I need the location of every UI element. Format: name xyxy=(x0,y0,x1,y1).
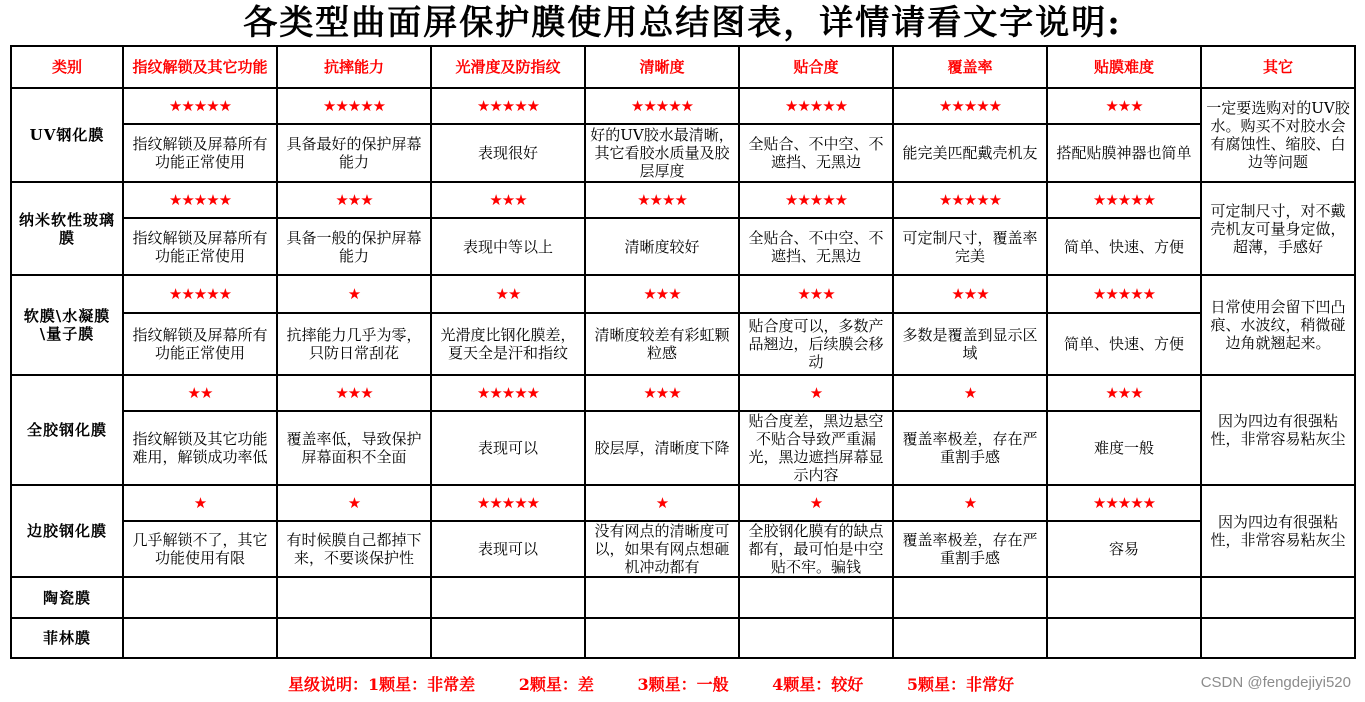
empty-cell xyxy=(277,577,431,618)
star-rating xyxy=(1047,375,1201,411)
description-cell: 好的UV胶水最清晰，其它看胶水质量及胶层厚度 xyxy=(585,124,739,182)
star-icon: ★ xyxy=(347,494,361,512)
header-coverage: 覆盖率 xyxy=(893,46,1047,88)
description-cell: 贴合度可以，多数产品翘边，后续膜会移动 xyxy=(739,313,893,375)
star-icon: ★ xyxy=(1142,191,1156,209)
star-icon: ★ xyxy=(218,285,232,303)
header-clarity: 清晰度 xyxy=(585,46,739,88)
star-icon: ★ xyxy=(495,285,508,303)
description-cell: 可定制尺寸，覆盖率完美 xyxy=(893,218,1047,275)
star-icon: ★ xyxy=(360,384,373,402)
star-icon: ★ xyxy=(963,384,977,402)
star-icon: ★ xyxy=(476,384,490,402)
star-rating xyxy=(123,485,277,521)
star-icon: ★ xyxy=(963,285,977,303)
star-rating xyxy=(277,182,431,218)
description-cell: 清晰度较差有彩虹颗粒感 xyxy=(585,313,739,375)
star-rating xyxy=(431,375,585,411)
star-rating xyxy=(277,375,431,411)
star-icon: ★ xyxy=(668,384,681,402)
star-icon: ★ xyxy=(501,494,515,512)
star-icon: ★ xyxy=(347,285,361,303)
star-icon: ★ xyxy=(1092,285,1106,303)
other-notes: 因为四边有很强粘性，非常容易粘灰尘 xyxy=(1201,375,1355,485)
star-icon: ★ xyxy=(168,285,182,303)
star-icon: ★ xyxy=(489,494,502,512)
empty-cell xyxy=(123,618,277,658)
star-icon: ★ xyxy=(514,191,527,209)
star-icon: ★ xyxy=(637,191,650,209)
category-cell: 软膜\水凝膜\量子膜 xyxy=(11,275,123,375)
star-icon: ★ xyxy=(1105,285,1118,303)
empty-cell xyxy=(431,618,585,658)
description-cell: 表现可以 xyxy=(431,411,585,485)
description-cell: 全贴合、不中空、不遮挡、无黑边 xyxy=(739,218,893,275)
category-cell: 边胶钢化膜 xyxy=(11,485,123,577)
other-notes: 可定制尺寸，对不戴壳机友可量身定做，超薄，手感好 xyxy=(1201,182,1355,275)
star-rating xyxy=(739,182,893,218)
legend-item: 4颗星：较好 xyxy=(772,675,864,694)
header-fingerprint: 指纹解锁及其它功能 xyxy=(123,46,277,88)
star-icon: ★ xyxy=(489,97,502,115)
star-icon: ★ xyxy=(976,285,989,303)
star-icon: ★ xyxy=(674,191,687,209)
other-notes: 一定要选购对的UV胶水。购买不对胶水会有腐蚀性、缩胶、白边等问题 xyxy=(1201,88,1355,182)
star-icon: ★ xyxy=(501,191,515,209)
legend-item: 2颗星：差 xyxy=(518,675,594,694)
star-icon: ★ xyxy=(963,494,977,512)
header-install-difficulty: 贴膜难度 xyxy=(1047,46,1201,88)
star-icon: ★ xyxy=(335,97,348,115)
star-icon: ★ xyxy=(809,191,823,209)
star-icon: ★ xyxy=(1105,97,1118,115)
empty-cell xyxy=(123,577,277,618)
star-icon: ★ xyxy=(335,191,348,209)
star-icon: ★ xyxy=(200,384,213,402)
star-rating xyxy=(585,485,739,521)
comparison-table xyxy=(10,45,1356,659)
star-icon: ★ xyxy=(662,191,675,209)
header-drop-resistance: 抗摔能力 xyxy=(277,46,431,88)
description-cell: 表现可以 xyxy=(431,521,585,577)
description-cell: 多数是覆盖到显示区域 xyxy=(893,313,1047,375)
star-icon: ★ xyxy=(809,384,823,402)
star-rating xyxy=(1047,182,1201,218)
star-rating xyxy=(123,375,277,411)
description-cell: 表现很好 xyxy=(431,124,585,182)
star-icon: ★ xyxy=(809,494,823,512)
star-rating xyxy=(585,88,739,124)
category-cell: 陶瓷膜 xyxy=(11,577,123,618)
star-icon: ★ xyxy=(181,191,194,209)
star-icon: ★ xyxy=(218,191,232,209)
star-rating xyxy=(893,88,1047,124)
header-category: 类别 xyxy=(11,46,123,88)
star-icon: ★ xyxy=(501,384,515,402)
empty-cell xyxy=(739,618,893,658)
star-icon: ★ xyxy=(1092,191,1106,209)
star-rating xyxy=(585,182,739,218)
legend-item: 3颗星：一般 xyxy=(637,675,729,694)
star-icon: ★ xyxy=(988,97,1002,115)
star-icon: ★ xyxy=(988,191,1002,209)
star-icon: ★ xyxy=(1105,384,1118,402)
star-rating xyxy=(431,88,585,124)
star-rating xyxy=(431,182,585,218)
star-icon: ★ xyxy=(963,97,977,115)
star-icon: ★ xyxy=(514,97,527,115)
star-icon: ★ xyxy=(797,191,810,209)
star-icon: ★ xyxy=(168,191,182,209)
star-icon: ★ xyxy=(1130,285,1143,303)
empty-cell xyxy=(277,618,431,658)
description-cell: 难度一般 xyxy=(1047,411,1201,485)
empty-cell xyxy=(739,577,893,618)
star-rating xyxy=(893,182,1047,218)
star-icon: ★ xyxy=(181,285,194,303)
star-icon: ★ xyxy=(360,191,373,209)
description-cell: 没有网点的清晰度可以，如果有网点想砸机冲动都有 xyxy=(585,521,739,577)
star-icon: ★ xyxy=(1130,494,1143,512)
star-icon: ★ xyxy=(501,97,515,115)
empty-cell xyxy=(893,618,1047,658)
star-icon: ★ xyxy=(951,285,964,303)
star-icon: ★ xyxy=(655,494,669,512)
description-cell: 覆盖率极差，存在严重割手感 xyxy=(893,411,1047,485)
star-icon: ★ xyxy=(1105,191,1118,209)
star-icon: ★ xyxy=(526,384,540,402)
star-icon: ★ xyxy=(1130,97,1143,115)
star-icon: ★ xyxy=(168,97,182,115)
description-cell: 简单、快速、方便 xyxy=(1047,218,1201,275)
header-smoothness: 光滑度及防指纹 xyxy=(431,46,585,88)
star-icon: ★ xyxy=(784,97,798,115)
description-cell: 指纹解锁及屏幕所有功能正常使用 xyxy=(123,313,277,375)
category-cell: 纳米软性玻璃膜 xyxy=(11,182,123,275)
star-icon: ★ xyxy=(655,97,669,115)
empty-cell xyxy=(585,577,739,618)
star-icon: ★ xyxy=(476,494,490,512)
star-icon: ★ xyxy=(476,97,490,115)
description-cell: 简单、快速、方便 xyxy=(1047,313,1201,375)
star-icon: ★ xyxy=(822,191,835,209)
star-rating xyxy=(739,88,893,124)
description-cell: 贴合度差，黑边悬空不贴合导致严重漏光，黑边遮挡屏幕显示内容 xyxy=(739,411,893,485)
star-icon: ★ xyxy=(206,97,219,115)
page-title: 各类型曲面屏保护膜使用总结图表，详情请看文字说明: xyxy=(243,3,1122,43)
star-rating xyxy=(1047,485,1201,521)
star-icon: ★ xyxy=(951,191,964,209)
star-icon: ★ xyxy=(335,384,348,402)
star-icon: ★ xyxy=(489,384,502,402)
star-icon: ★ xyxy=(1105,494,1118,512)
description-cell: 全贴合、不中空、不遮挡、无黑边 xyxy=(739,124,893,182)
star-icon: ★ xyxy=(976,97,989,115)
star-rating xyxy=(1047,88,1201,124)
star-rating xyxy=(893,375,1047,411)
description-cell: 具备一般的保护屏幕能力 xyxy=(277,218,431,275)
description-cell: 全胶钢化膜有的缺点都有，最可怕是中空贴不牢。骗钱 xyxy=(739,521,893,577)
star-icon: ★ xyxy=(508,285,521,303)
description-cell: 有时候膜自己都掉下来，不要谈保护性 xyxy=(277,521,431,577)
star-icon: ★ xyxy=(526,97,540,115)
star-icon: ★ xyxy=(784,191,798,209)
star-icon: ★ xyxy=(643,97,656,115)
description-cell: 指纹解锁及其它功能难用，解锁成功率低 xyxy=(123,411,277,485)
star-icon: ★ xyxy=(963,191,977,209)
empty-cell xyxy=(585,618,739,658)
star-icon: ★ xyxy=(938,191,952,209)
description-cell: 容易 xyxy=(1047,521,1201,577)
star-icon: ★ xyxy=(218,97,232,115)
star-rating xyxy=(123,88,277,124)
category-cell: UV钢化膜 xyxy=(11,88,123,182)
watermark: CSDN @fengdejiyi520 xyxy=(1200,674,1351,691)
star-icon: ★ xyxy=(976,191,989,209)
star-rating xyxy=(739,275,893,313)
star-icon: ★ xyxy=(193,97,207,115)
star-icon: ★ xyxy=(193,494,207,512)
rating-legend xyxy=(288,672,1052,695)
star-icon: ★ xyxy=(1142,494,1156,512)
star-icon: ★ xyxy=(322,97,336,115)
star-icon: ★ xyxy=(938,97,952,115)
star-icon: ★ xyxy=(1117,285,1131,303)
legend-item: 5颗星：非常好 xyxy=(906,675,1015,694)
description-cell: 覆盖率极差，存在严重割手感 xyxy=(893,521,1047,577)
star-icon: ★ xyxy=(360,97,373,115)
star-icon: ★ xyxy=(797,97,810,115)
star-rating xyxy=(123,275,277,313)
star-icon: ★ xyxy=(797,285,810,303)
star-rating xyxy=(893,275,1047,313)
description-cell: 具备最好的保护屏幕能力 xyxy=(277,124,431,182)
legend-item: 星级说明：1颗星：非常差 xyxy=(288,675,476,694)
category-cell: 全胶钢化膜 xyxy=(11,375,123,485)
star-rating xyxy=(739,375,893,411)
star-icon: ★ xyxy=(206,191,219,209)
header-fit: 贴合度 xyxy=(739,46,893,88)
description-cell: 搭配贴膜神器也简单 xyxy=(1047,124,1201,182)
star-rating xyxy=(431,485,585,521)
star-icon: ★ xyxy=(822,97,835,115)
category-cell: 菲林膜 xyxy=(11,618,123,658)
star-icon: ★ xyxy=(655,285,669,303)
star-icon: ★ xyxy=(680,97,694,115)
star-icon: ★ xyxy=(809,285,823,303)
star-rating xyxy=(123,182,277,218)
star-icon: ★ xyxy=(1130,384,1143,402)
star-icon: ★ xyxy=(834,191,848,209)
empty-cell xyxy=(893,577,1047,618)
star-rating xyxy=(431,275,585,313)
star-icon: ★ xyxy=(372,97,386,115)
star-icon: ★ xyxy=(643,285,656,303)
star-icon: ★ xyxy=(1142,285,1156,303)
description-cell: 清晰度较好 xyxy=(585,218,739,275)
star-icon: ★ xyxy=(1117,97,1131,115)
empty-cell xyxy=(1201,618,1355,658)
header-other: 其它 xyxy=(1201,46,1355,88)
star-icon: ★ xyxy=(951,97,964,115)
star-icon: ★ xyxy=(630,97,644,115)
empty-cell xyxy=(1047,618,1201,658)
description-cell: 指纹解锁及屏幕所有功能正常使用 xyxy=(123,124,277,182)
star-icon: ★ xyxy=(193,191,207,209)
star-icon: ★ xyxy=(489,191,502,209)
star-icon: ★ xyxy=(655,384,669,402)
description-cell: 覆盖率低，导致保护屏幕面积不全面 xyxy=(277,411,431,485)
star-rating xyxy=(277,485,431,521)
star-icon: ★ xyxy=(187,384,200,402)
star-rating xyxy=(1047,275,1201,313)
description-cell: 能完美匹配戴壳机友 xyxy=(893,124,1047,182)
star-icon: ★ xyxy=(347,97,361,115)
star-icon: ★ xyxy=(668,285,681,303)
star-icon: ★ xyxy=(822,285,835,303)
description-cell: 几乎解锁不了，其它功能使用有限 xyxy=(123,521,277,577)
empty-cell xyxy=(1201,577,1355,618)
star-icon: ★ xyxy=(347,191,361,209)
star-icon: ★ xyxy=(809,97,823,115)
star-icon: ★ xyxy=(1117,191,1131,209)
star-rating xyxy=(893,485,1047,521)
description-cell: 表现中等以上 xyxy=(431,218,585,275)
star-icon: ★ xyxy=(1117,384,1131,402)
star-icon: ★ xyxy=(514,494,527,512)
star-icon: ★ xyxy=(1130,191,1143,209)
star-icon: ★ xyxy=(181,97,194,115)
star-rating xyxy=(585,275,739,313)
empty-cell xyxy=(431,577,585,618)
star-icon: ★ xyxy=(1117,494,1131,512)
description-cell: 胶层厚，清晰度下降 xyxy=(585,411,739,485)
empty-cell xyxy=(1047,577,1201,618)
star-icon: ★ xyxy=(347,384,361,402)
star-rating xyxy=(277,88,431,124)
star-icon: ★ xyxy=(834,97,848,115)
star-icon: ★ xyxy=(649,191,662,209)
star-icon: ★ xyxy=(668,97,681,115)
description-cell: 光滑度比钢化膜差，夏天全是汗和指纹 xyxy=(431,313,585,375)
star-icon: ★ xyxy=(643,384,656,402)
other-notes: 因为四边有很强粘性，非常容易粘灰尘 xyxy=(1201,485,1355,577)
star-icon: ★ xyxy=(514,384,527,402)
other-notes: 日常使用会留下凹凸痕、水波纹，稍微碰边角就翘起来。 xyxy=(1201,275,1355,375)
star-icon: ★ xyxy=(1092,494,1106,512)
star-icon: ★ xyxy=(526,494,540,512)
star-icon: ★ xyxy=(206,285,219,303)
star-rating xyxy=(585,375,739,411)
description-cell: 抗摔能力几乎为零，只防日常刮花 xyxy=(277,313,431,375)
description-cell: 指纹解锁及屏幕所有功能正常使用 xyxy=(123,218,277,275)
star-rating xyxy=(739,485,893,521)
star-icon: ★ xyxy=(193,285,207,303)
star-rating xyxy=(277,275,431,313)
